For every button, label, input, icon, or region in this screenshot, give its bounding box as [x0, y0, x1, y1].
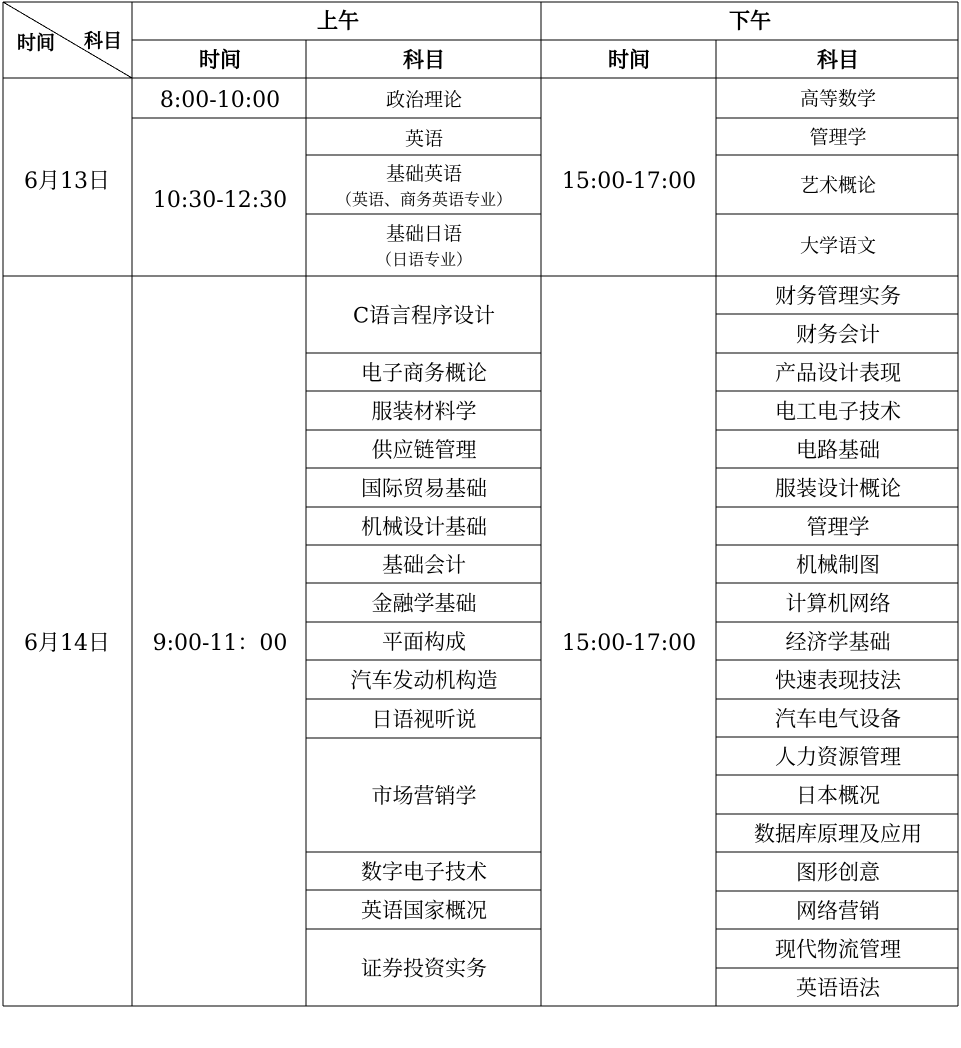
morning-subject-header: 科目 [403, 48, 445, 72]
subject-cell: 电路基础 [796, 438, 880, 462]
afternoon-subjects-0613 [800, 88, 876, 257]
subject-basic-japanese: 基础日语 [385, 223, 463, 245]
subject-cell: 快速表现技法 [775, 668, 901, 693]
subject-cell: 服装材料学 [371, 399, 477, 424]
subject-cell: 网络营销 [796, 899, 880, 923]
subject-cell: C语言程序设计 [352, 303, 496, 328]
corner-time-label: 时间 [16, 32, 56, 54]
time-cell-morning-2: 10:30-12:30 [152, 188, 288, 213]
subject-cell: 基础会计 [382, 553, 466, 577]
afternoon-subject-header: 科目 [817, 48, 859, 72]
subject-cell: 日语视听说 [371, 707, 477, 732]
table-grid [3, 2, 958, 1006]
subject-cell: 大学语文 [799, 235, 877, 257]
subject-cell: 财务管理实务 [775, 284, 901, 308]
subject-basic-japanese-note: （日语专业） [375, 250, 473, 269]
subject-basic-english: 基础英语 [385, 163, 463, 185]
subject-cell: 艺术概论 [799, 174, 877, 197]
subject-cell: 国际贸易基础 [361, 476, 487, 501]
subject-cell: 人力资源管理 [775, 745, 901, 769]
subject-cell: 汽车电气设备 [775, 707, 901, 731]
subject-cell: 产品设计表现 [775, 361, 901, 385]
subject-cell: 市场营销学 [371, 784, 477, 808]
time-cell-afternoon-0614: 15:00-17:00 [561, 631, 697, 656]
subject-cell: 英语语法 [796, 976, 880, 1000]
subject-cell: 证券投资实务 [361, 956, 487, 981]
morning-time-header: 时间 [199, 48, 241, 72]
subject-cell: 计算机网络 [785, 591, 891, 616]
subject-cell: 机械设计基础 [361, 515, 487, 539]
subject-basic-english-note: （英语、商务英语专业） [335, 190, 513, 209]
afternoon-header: 下午 [729, 9, 771, 33]
subject-cell: 机械制图 [796, 553, 880, 577]
subject-cell: 财务会计 [796, 322, 880, 347]
subject-cell: 金融学基础 [371, 591, 477, 616]
afternoon-time-header: 时间 [608, 48, 650, 72]
morning-subjects-0614 [351, 304, 498, 981]
subject-cell: 图形创意 [796, 860, 880, 885]
subject-cell: 英语国家概况 [361, 898, 487, 923]
subject-cell: 数字电子技术 [361, 860, 487, 884]
corner-subject-label: 科目 [83, 30, 123, 52]
time-cell-afternoon-0613: 15:00-17:00 [561, 169, 697, 194]
subject-cell: 服装设计概论 [775, 476, 901, 501]
subject-cell: 高等数学 [799, 88, 877, 110]
subject-cell: 管理学 [809, 126, 867, 149]
subject-cell: 日本概况 [796, 783, 880, 808]
subject-cell: 供应链管理 [371, 438, 477, 462]
time-cell-morning-1: 8:00-10:00 [159, 88, 281, 113]
subject-cell: 电工电子技术 [775, 399, 901, 424]
date-cell-0613: 6月13日 [24, 169, 110, 194]
subject-cell: 数据库原理及应用 [754, 822, 922, 846]
subject-cell: 经济学基础 [785, 630, 891, 654]
subject-cell: 平面构成 [382, 630, 466, 654]
subject-cell: 汽车发动机构造 [350, 668, 498, 693]
subject-cell: 管理学 [806, 515, 870, 539]
subject-english: 英语 [404, 128, 444, 150]
subject-politics: 政治理论 [385, 89, 463, 111]
subject-cell: 现代物流管理 [775, 937, 901, 962]
morning-header: 上午 [317, 9, 359, 33]
subject-cell: 电子商务概论 [361, 361, 487, 385]
time-cell-morning-0614: 9:00-11：00 [152, 631, 288, 656]
date-cell-0614: 6月14日 [24, 631, 110, 656]
